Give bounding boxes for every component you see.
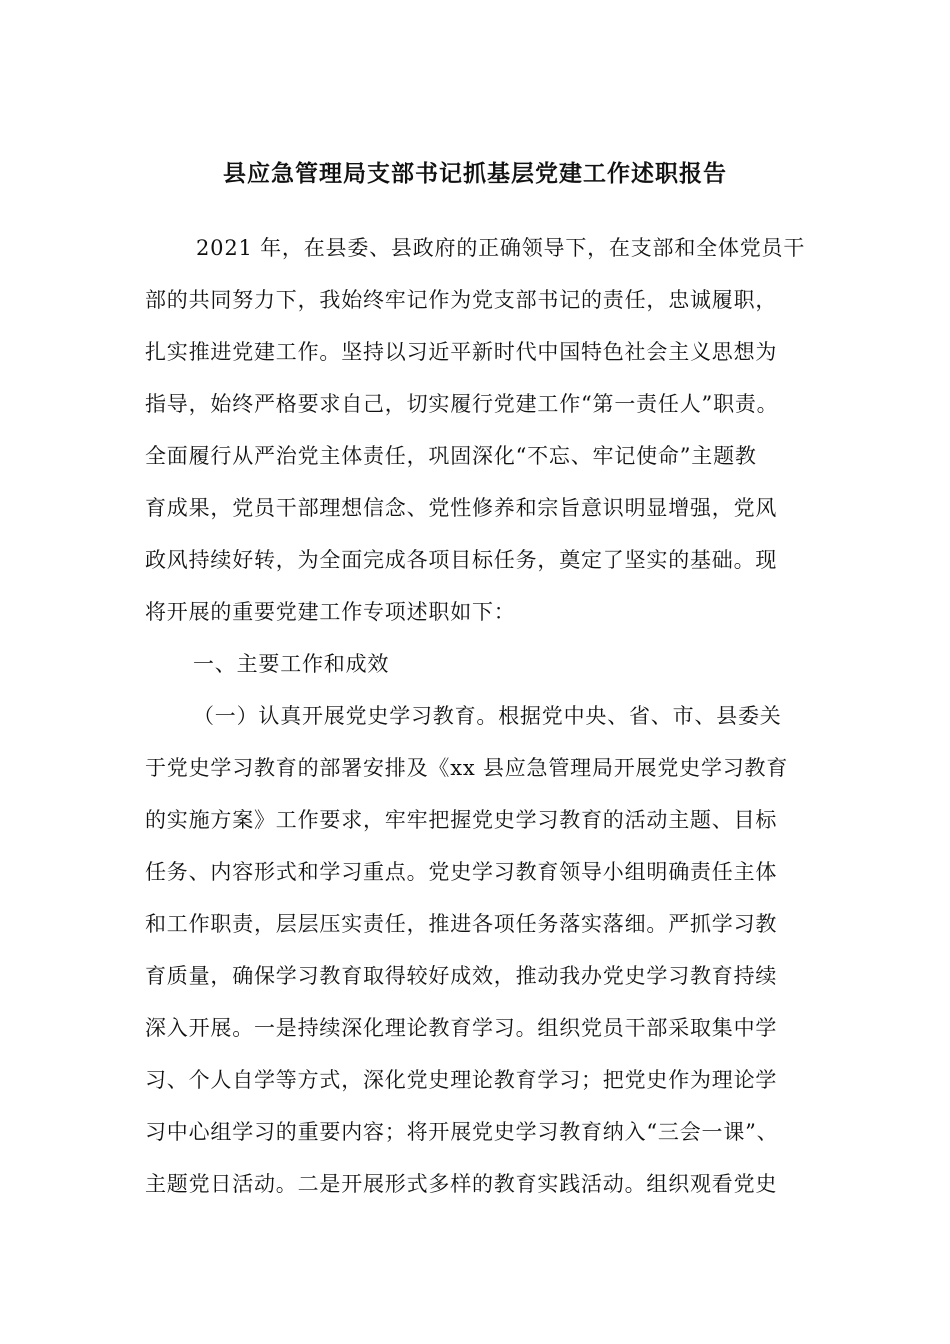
- paragraph-line: 主题党日活动。二是开展形式多样的教育实践活动。组织观看党史: [145, 1172, 778, 1196]
- paragraph-line: 于党史学习教育的部署安排及《xx 县应急管理局开展党史学习教育: [145, 756, 789, 780]
- subsection-line: （一）认真开展党史学习教育。根据党中央、省、市、县委关: [193, 704, 782, 728]
- paragraph-line: 扎实推进党建工作。坚持以习近平新时代中国特色社会主义思想为: [145, 340, 778, 364]
- paragraph-line: 指导，始终严格要求自己，切实履行党建工作“第一责任人”职责。: [145, 392, 779, 416]
- document-title: 县应急管理局支部书记抓基层党建工作述职报告: [223, 160, 727, 187]
- paragraph-line: 习、个人自学等方式，深化党史理论教育学习；把党史作为理论学: [145, 1068, 778, 1092]
- paragraph-line: 习中心组学习的重要内容；将开展党史学习教育纳入“三会一课”、: [145, 1120, 779, 1144]
- paragraph-line: 育质量，确保学习教育取得较好成效，推动我办党史学习教育持续: [145, 964, 778, 988]
- paragraph-line: 部的共同努力下，我始终牢记作为党支部书记的责任，忠诚履职，: [145, 288, 778, 312]
- paragraph-line: 和工作职责，层层压实责任，推进各项任务落实落细。严抓学习教: [145, 912, 778, 936]
- section-heading: 一、主要工作和成效: [193, 652, 390, 676]
- paragraph-line: 2021 年，在县委、县政府的正确领导下，在支部和全体党员干: [196, 236, 806, 260]
- paragraph-line: 将开展的重要党建工作专项述职如下：: [145, 600, 516, 624]
- paragraph-line: 任务、内容形式和学习重点。党史学习教育领导小组明确责任主体: [145, 860, 778, 884]
- paragraph-line: 政风持续好转，为全面完成各项目标任务，奠定了坚实的基础。现: [145, 548, 778, 572]
- paragraph-line: 育成果，党员干部理想信念、党性修养和宗旨意识明显增强，党风: [145, 496, 778, 520]
- paragraph-line: 全面履行从严治党主体责任，巩固深化“不忘、牢记使命”主题教: [145, 444, 757, 468]
- paragraph-line: 深入开展。一是持续深化理论教育学习。组织党员干部采取集中学: [145, 1016, 778, 1040]
- paragraph-line: 的实施方案》工作要求，牢牢把握党史学习教育的活动主题、目标: [145, 808, 778, 832]
